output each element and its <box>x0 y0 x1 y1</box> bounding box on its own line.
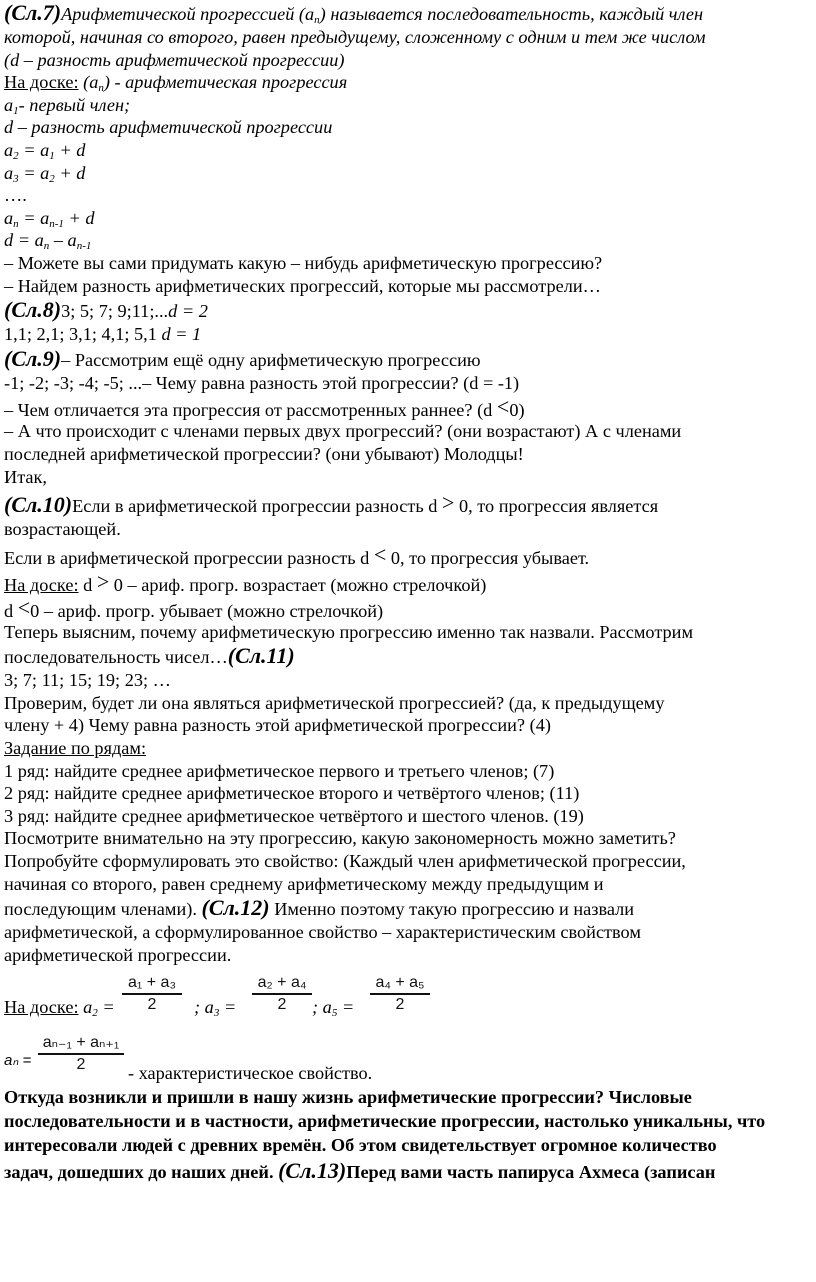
property-line-3: начиная со второго, равен среднему арифметическому между предыдущим и <box>4 873 604 894</box>
characteristic-property-formula: aₙ = aₙ₋₁ + aₙ₊₁ 2 - характеристическое свойство. <box>4 1034 373 1084</box>
increasing-line: возрастающей. <box>4 519 121 540</box>
members-question-line-2: последней арифметической прогрессии? (они убывают) Молодцы! <box>4 443 524 464</box>
slide-marker-10: (Сл.10) <box>4 492 73 518</box>
history-line-3: интересовали людей с древних времён. Об этом свидетельствует огромное количество <box>4 1135 717 1156</box>
property-line-2: Попробуйте сформулировать это свойство: (Каждый член арифметической прогрессии, <box>4 851 686 872</box>
decreasing-rule-line: Если в арифметической прогрессии разность d < 0, то прогрессия убывает. <box>4 541 590 568</box>
progression-example-2: 1,1; 2,1; 3,1; 4,1; 5,1 d = 1 <box>4 324 202 345</box>
formula-a3: $a_3 = a_2 + d$ <box>4 162 86 185</box>
property-line-6: арифметической прогрессии. <box>4 944 232 965</box>
board-note-decreasing: d <0 – ариф. прогр. убывает (можно стрелочкой) <box>4 594 384 621</box>
history-line-4: задач, дошедших до наших дней. (Сл.13)Перед вами часть папируса Ахмеса (записан <box>4 1158 716 1184</box>
itak-line: Итак, <box>4 466 47 487</box>
formula-a2: $a_2 = a_1 + d$ <box>4 139 86 162</box>
difference-question-line: – Чем отличается эта прогрессия от рассмотренных раннее? (d <0) <box>4 394 525 421</box>
name-origin-line-1: Теперь выясним, почему арифметическую прогрессию именно так назвали. Рассмотрим <box>4 621 694 642</box>
formula-an: $a_n = a_{n-1} + d$ <box>4 207 95 230</box>
slide-marker-7: (Сл.7) <box>4 0 62 25</box>
slide-marker-13: (Сл.13) <box>278 1158 347 1184</box>
slide-10-line: (Сл.10)Если в арифметической прогрессии разность d > 0, то прогрессия является <box>4 490 659 518</box>
name-origin-line-2: последовательность чисел…(Сл.11) <box>4 643 295 669</box>
slide-marker-8: (Сл.8) <box>4 297 62 323</box>
board-note-1: На доске: $(a_n)$ - арифметическая прогрессия <box>4 72 348 95</box>
members-question-line-1: – А что происходит с членами первых двух прогрессий? (они возрастают) А с членами <box>4 421 682 442</box>
slide-8-line: (Сл.8)3; 5; 7; 9;11;...d = 2 <box>4 297 208 323</box>
board-note-increasing: На доске: d > 0 – ариф. прогр. возрастает (можно стрелочкой) <box>4 568 487 595</box>
slide-marker-11: (Сл.11) <box>227 643 295 669</box>
row-task-2: 2 ряд: найдите среднее арифметическое второго и четвёртого членов; (11) <box>4 783 580 804</box>
first-term-line: $a_1-$ первый член; <box>4 94 131 117</box>
history-line-2: последовательности и в частности, арифметические прогрессии, настолько уникальны, что <box>4 1111 766 1132</box>
fraction-a3: a₂ + a₄ 2 <box>252 974 312 1014</box>
row-task-heading: Задание по рядам: <box>4 738 147 759</box>
property-line-5: арифметической, а сформулированное свойство – характеристическим свойством <box>4 922 641 943</box>
difference-line: d – разность арифметической прогрессии <box>4 117 333 138</box>
property-line-1: Посмотрите внимательно на эту прогрессию, какую закономерность можно заметить? <box>4 828 676 849</box>
row-task-3: 3 ряд: найдите среднее арифметическое четвёртого и шестого членов. (19) <box>4 805 584 826</box>
history-line-1: Откуда возникли и пришли в нашу жизнь арифметические прогрессии? Числовые <box>4 1087 692 1108</box>
row-task-1: 1 ряд: найдите среднее арифметическое первого и третьего членов; (7) <box>4 760 555 781</box>
question-line-2: – Найдем разность арифметических прогрессий, которые мы рассмотрели… <box>4 275 601 296</box>
formula-d: $d = a_n - a_{n-1}$ <box>4 230 92 253</box>
slide-9-line: (Сл.9)– Рассмотрим ещё одну арифметическую прогрессию <box>4 345 481 371</box>
slide-marker-12: (Сл.12) <box>201 895 270 921</box>
question-line-1: – Можете вы сами придумать какую – нибудь арифметическую прогрессию? <box>4 252 603 273</box>
para-definition-line-2: которой, начиная со второго, равен предыдущему, сложенному с одним и тем же числом <box>4 27 706 47</box>
fraction-an: aₙ₋₁ + aₙ₊₁ 2 <box>38 1034 124 1074</box>
fraction-a2: a₁ + a₃ 2 <box>122 974 182 1014</box>
check-line-2: члену + 4) Чему равна разность этой арифметической прогрессии? (4) <box>4 715 551 736</box>
para-definition-line-1: (Сл.7)Арифметической прогрессией $(a_n)$ называется последовательность, каждый член <box>4 0 704 26</box>
check-line-1: Проверим, будет ли она являться арифметической прогрессией? (да, к предыдущему <box>4 692 665 713</box>
property-line-4: последующим членами). (Сл.12) Именно поэтому такую прогрессию и назвали <box>4 895 635 921</box>
sequence-line: 3; 7; 11; 15; 19; 23; … <box>4 670 171 691</box>
ellipsis-line: …. <box>4 185 27 206</box>
negative-progression-line: -1; -2; -3; -4; -5; ...– Чему равна разность этой прогрессии? (d = -1) <box>4 372 520 393</box>
para-definition-line-3: (d – разность арифметической прогрессии) <box>4 49 345 70</box>
slide-marker-9: (Сл.9) <box>4 345 62 371</box>
fraction-a5: a₄ + a₅ 2 <box>370 974 430 1014</box>
board-formulas: На доске: $a_2$ = a₁ + a₃ 2 ; $a_3$ = a₂ + a₄ 2 ; $a_5$ = a₄ + a₅ 2 <box>4 966 816 1036</box>
